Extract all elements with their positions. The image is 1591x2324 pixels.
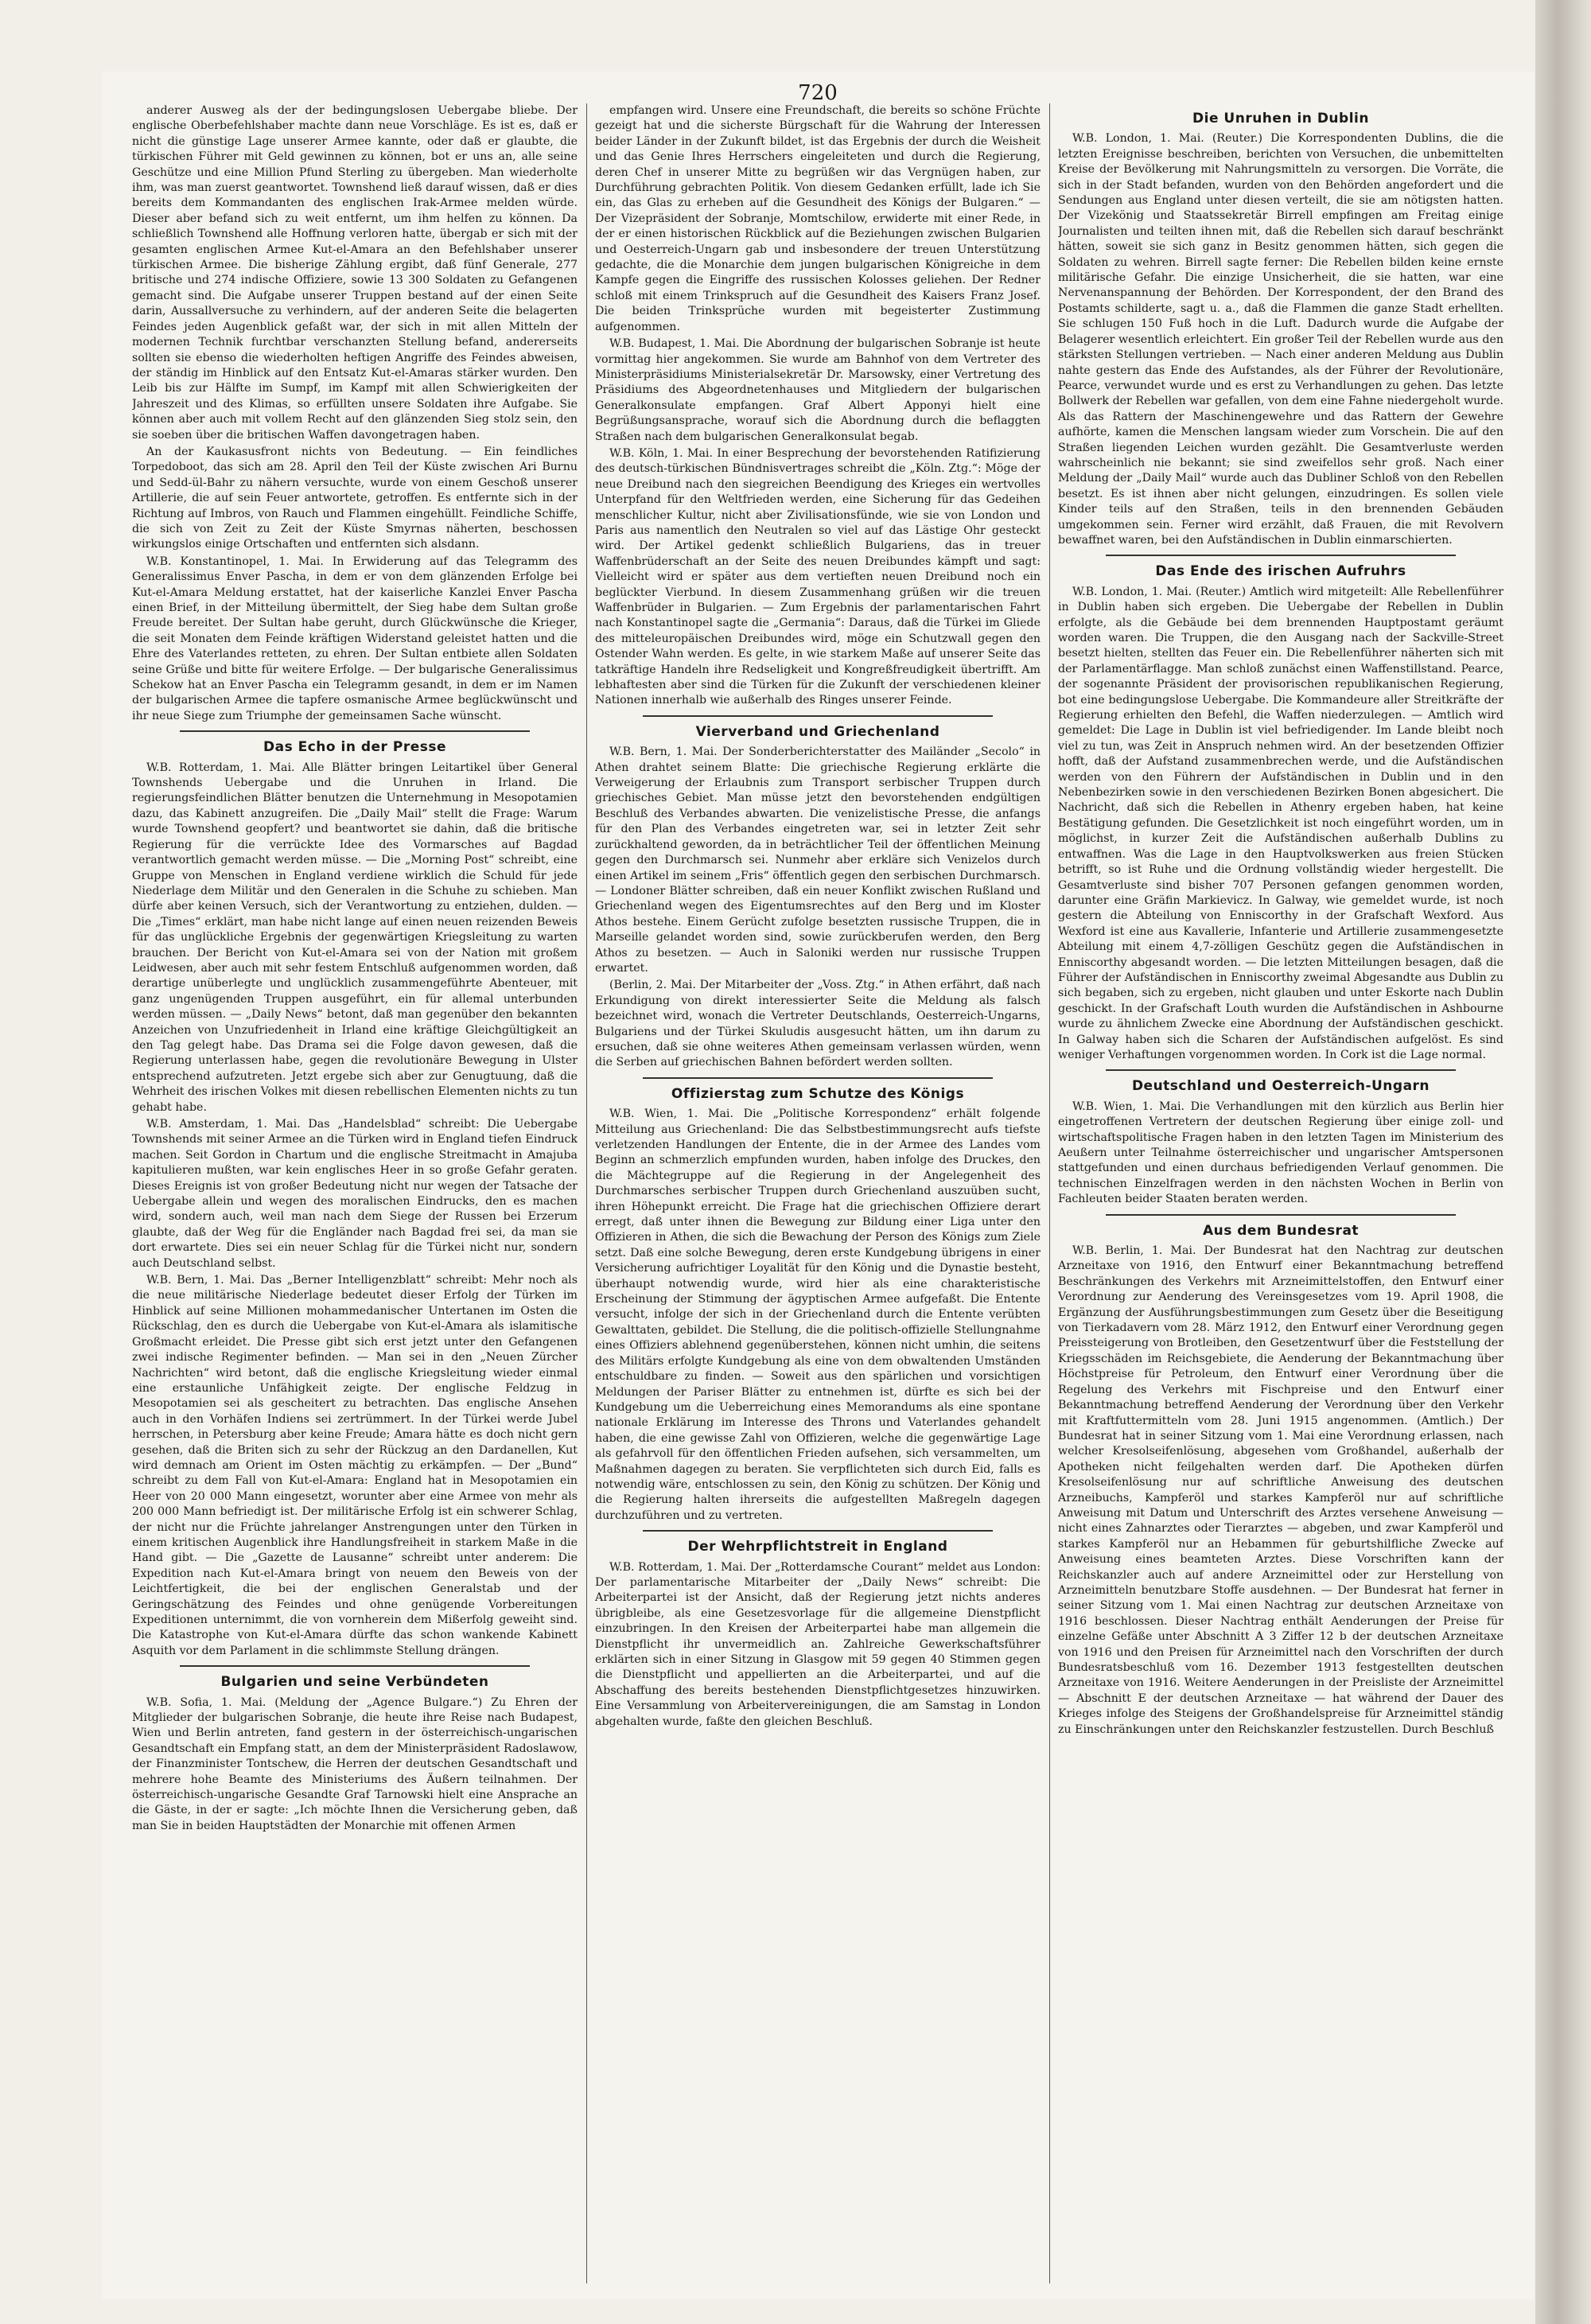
article-paragraph: W.B. Rotterdam, 1. Mai. Alle Blätter bringen Leitartikel über General Townshends Uebergabe und die Unruhen in Irland. Die regierungsfeindlichen Blätter benutzen die Unternehmung in Mesopotamien dazu, das Kabinett anzugreifen. Die „Daily Mail“ stellt die Frage: Warum wurde Townshend geopfert? und beantwortet sie dahin, daß die britische Regierung für die verrückte Idee des Vormarsches auf Bagdad verantwortlich gemacht werden müsse. — Die „Morning Post“ schreibt, eine Gruppe von Menschen in England verdiene wirklich die Schuld für jede Niederlage dem Militär und den Generalen in die Schuhe zu schieben. Man dürfe aber keinen Versuch, sich der Verantwortung zu entziehen, dulden. — Die „Times“ erklärt, man habe nicht lange auf einen neuen reizenden Beweis für das unglückliche Ergebnis der gegenwärtigen Kriegsleitung zu warten brauchen. Der Bericht von Kut-el-Amara sei von der Nation mit großem Leidwesen, aber auch mit sehr festem Entschluß aufgenommen worden, daß derartige unüberlegte und unglücklich zusammengeführte Abenteuer, mit ganz ungenügenden Truppen ausgeführt, ein für allemal unterbunden werden müssen. — „Daily News“ betont, daß man gegenüber den bekannten Anzeichen von Unzufriedenheit in Irland eine kräftige Gleichgültigkeit an den Tag gelegt habe. Das Drama sei die Folge davon gewesen, daß die Regierung unterlassen habe, gegen die revolutionäre Bewegung in Ulster entsprechend aufzutreten. Jetzt ergebe sich aber zur Genugtuung, daß die Wehrheit des irischen Volkes mit diesen rebellischen Elementen nichts zu tun gehabt habe. [132,761,578,1114]
article-paragraph: empfangen wird. Unsere eine Freundschaft, die bereits so schöne Früchte gezeigt hat und die sicherste Bürgschaft für die Wahrung der Interessen beider Länder in der Zukunft bildet, ist das Ergebnis der durch die Weisheit und das Genie Ihres Herrschers eingeleiteten und durch die Regierung, deren Chef in unserer Mitte zu begrüßen wir das Vergnügen haben, zur Durchführung gebrachten Politik. Von diesem Gedanken erfüllt, lade ich Sie ein, das Glas zu erheben auf die Gesundheit des Königs der Bulgaren.“ — Der Vizepräsident der Sobranje, Momtschilow, erwiderte mit einer Rede, in der er einen historischen Rückblick auf die Beziehungen zwischen Bulgarien und Oesterreich-Ungarn gab und insbesondere der treuen Unterstützung gedachte, die die Monarchie dem jungen bulgarischen Königreiche in dem Kampfe gegen die Eingriffe des russischen Kolosses geliehen. Der Redner schloß mit einem Trinkspruch auf die Gesundheit des Kaisers Franz Josef. Die beiden Trinksprüche wurden mit begeisterter Zustimmung aufgenommen. [595,104,1041,333]
article-paragraph: W.B. Rotterdam, 1. Mai. Der „Rotterdamsche Courant“ meldet aus London: Der parlamentarische Mitarbeiter der „Daily News“ schreibt: Die Arbeiterpartei ist der Ansicht, daß der Regierung jetzt nichts anderes übrigbleibe, als eine Gesetzesvorlage für die allgemeine Dienstpflicht einzubringen. In den Kreisen der Arbeiterpartei habe man allgemein die Dienstpflicht ihr unvermeidlich an. Zahlreiche Gewerkschaftsführer erklärten sich in einer Sitzung in Glasgow mit 59 gegen 40 Stimmen gegen die Dienstpflicht und appellierten an die Arbeiterpartei, und auf die Abschaffung des bereits bestehenden Dienstpflichtgesetzes hinzuwirken. Eine Versammlung von Arbeitervereinigungen, die am Samstag in London abgehalten wurde, faßte den gleichen Beschluß. [595,1560,1041,1728]
section-heading: Das Ende des irischen Aufruhrs [1155,563,1406,580]
section-heading: Aus dem Bundesrat [1202,1222,1360,1239]
section-rule [1106,1069,1456,1071]
section-rule [643,1530,993,1532]
article-paragraph: W.B. Sofia, 1. Mai. (Meldung der „Agence Bulgare.“) Zu Ehren der Mitglieder der bulgarischen Sobranje, die heute ihre Reise nach Budapest, Wien und Berlin antreten, fand gestern in der österreichisch-ungarischen Gesandtschaft ein Empfang statt, an dem der Ministerpräsident Radoslawow, der Finanzminister Tontschew, die Herren der deutschen Gesandtschaft und mehrere hohe Beamte des Ministeriums des Äußern teilnahmen. Der österreichisch-ungarische Gesandte Graf Tarnowski hielt eine Ansprache an die Gäste, in der er sagte: „Ich möchte Ihnen die Versicherung geben, daß man Sie in beiden Hauptstädten der Monarchie mit offenen Armen [132,1695,578,1832]
article-paragraph: W.B. Budapest, 1. Mai. Die Abordnung der bulgarischen Sobranje ist heute vormittag hier angekommen. Sie wurde am Bahnhof von dem Vertreter des Ministerpräsidiums Ministerialsekretär Dr. Marsowsky, einer Vertretung des Präsidiums des Abgeordnetenhauses und Mitgliedern der bulgarischen Generalkonsulate empfangen. Graf Albert Apponyi hielt eine Begrüßungsansprache, worauf sich die Abordnung durch die beflaggten Straßen nach dem bulgarischen Generalkonsulat begab. [595,337,1041,443]
column-1 [132,103,578,2283]
article-paragraph: W.B. Wien, 1. Mai. Die „Politische Korrespondenz“ erhält folgende Mitteilung aus Griechenland: Die das Selbstbestimmungsrecht aufs tiefste verletzenden Handlungen der Entente, die in der Armee des Landes vom Beginn an schmerzlich empfunden wurden, haben infolge des Druckes, den die Mächtegruppe auf die Regierung in der Angelegenheit des Durchmarsches serbischer Truppen durch Griechenland auszuüben sucht, ihren Höhepunkt erreicht. Die Frage hat die griechischen Offiziere derart erregt, daß unter ihnen die Bewegung zur Bildung einer Liga unter den Offizieren in Athen, die sich die Bewachung der Person des Königs zum Ziele setzt. Daß eine solche Bewegung, deren erste Kundgebung übrigens in einer Versicherung aufrichtiger Loyalität für den König und die Dynastie besteht, überhaupt notwendig wurde, wird hier als eine charakteristische Erscheinung der Stimmung der ägyptischen Armee aufgefaßt. Die Entente versucht, infolge der sich in der Griechenland durch die Entente verübten Gewalttaten, gebildet. Die Stellung, die die politisch-offizielle Stellungnahme eines Offiziers ablehnend gegenüberstehen, können nicht umhin, die seitens des Militärs erfolgte Kundgebung als eine von dem obwaltenden Umständen entschuldbare zu finden. — Soweit aus den spärlichen und vorsichtigen Meldungen der Pariser Blätter zu entnehmen ist, dürfte es sich bei der Kundgebung um die Ueberreichung eines Memorandums als eine spontane nationale Erklärung im Interesse des Throns und Vaterlandes gehandelt haben, die eine gewisse Zahl von Offizieren, welche die gegenwärtige Lage als gefahrvoll für den öffentlichen Frieden aufsehen, sich versammelten, um Maßnahmen dagegen zu beraten. Sie verpflichteten sich durch Eid, falls es notwendig wäre, entschlossen zu sein, den König zu schützen. Der König und die Regierung halten ihrerseits die aufgestellten Maßregeln dagegen durchzuführen und zu vertreten. [595,1108,1041,1522]
article-paragraph: W.B. Bern, 1. Mai. Der Sonderberichterstatter des Mailänder „Secolo“ in Athen drahtet seinem Blatte: Die griechische Regierung erklärte die Verweigerung der Erlaubnis zum Transport serbischer Truppen durch griechisches Gebiet. Man müsse jetzt den bevorstehenden endgültigen Beschluß des Verbandes abwarten. Die venizelistische Presse, die anfangs für den Plan des Verbandes eingetreten war, sei in letzter Zeit sehr zurückhaltend geworden, da in beträchtlicher Teil der öffentlichen Meinung gegen den Durchmarsch sei. Nunmehr aber erkläre sich Venizelos durch einen Artikel im seinem „Fris“ öffentlich gegen den serbischen Durchmarsch. — Londoner Blätter schreiben, daß ein neuer Konflikt zwischen Rußland und Griechenland wegen des Eigentumsrechtes auf den Berg und im Kloster Athos bestehe. Einem Gerücht zufolge besetzten russische Truppen, die in Marseille gelandet worden sind, sowie zurückberufen werden, den Berg Athos zu besetzen. — Auch in Saloniki werden nur russische Truppen erwartet. [595,745,1041,975]
section-rule [643,1077,993,1079]
section-rule [180,730,530,732]
column-divider [586,103,587,2283]
section-rule [1106,1214,1456,1216]
article-paragraph: W.B. London, 1. Mai. (Reuter.) Die Korrespondenten Dublins, die die letzten Ereignisse beschreiben, berichten von Versuchen, die unbemittelten Kreise der Bevölkerung mit Nahrungsmitteln zu versorgen. Die Vorräte, die sich in der Stadt befanden, wurden von den Behörden angefordert und die Sendungen aus England unter diesen verteilt, die sie am nötigsten hatten. Der Vizekönig und Staatssekretär Birrell empfingen am Freitag einige Journalisten und teilten ihnen mit, daß die Rebellen sich darauf beschränkt hätten, soweit sie sich ganz in Besitz genommen hätten, sich gegen die Soldaten zu wehren. Birrell sagte ferner: Die Rebellen bilden keine ernste militärische Gefahr. Die einzige Unsicherheit, die sie hatten, war eine Nervenanspannung der Behörden. Der Korrespondent, der den Brand des Postamts schilderte, sagt u. a., daß die Flammen die ganze Stadt erhellten. Sie schlugen 150 Fuß hoch in die Luft. Dadurch wurde die Aufgabe der Belagerer wesentlich erleichtert. Ein großer Teil der Rebellen wurde aus den stärksten Stellungen vertrieben. — Nach einer anderen Meldung aus Dublin nahte gestern das Ende des Aufstandes, als der Führer der Revolutionäre, Pearce, verwundet wurde und es erst zu Verhandlungen zu gehen. Das letzte Bollwerk der Rebellen war gefallen, von dem eine Fahne niedergeholt wurde. Als das Rattern der Maschinengewehre und das Rattern der Gewehre aufhörte, kamen die Menschen langsam wieder zum Vorschein. Die auf den Straßen liegenden Leichen wurden gezählt. Die Gesamtverluste werden wahrscheinlich nie bekannt; sie sind zweifellos sehr groß. Nach einer Meldung der „Daily Mail“ wurde auch das Dubliner Schloß von den Rebellen besetzt. Es ist ihnen aber nicht gelungen, einzudringen. Es sollen viele Kinder teils auf den Straßen, teils in den brennenden Gebäuden umgekommen sein. Ferner wird erzählt, daß Frauen, die mit Revolvern bewaffnet waren, bei den Aufständischen in Dublin einmarschierten. [1058,132,1503,547]
article-paragraph: W.B. Amsterdam, 1. Mai. Das „Handelsblad“ schreibt: Die Uebergabe Townshends mit seiner Armee an die Türken wird in England tiefen Eindruck machen. Seit Gordon in Chartum und die englische Streitmacht in Amajuba kapitulieren mußten, war kein englisches Heer in so große Gefahr geraten. Dieses Ereignis ist von großer Bedeutung nicht nur wegen der Tatsache der Uebergabe allein und wegen des moralischen Eindrucks, den es machen wird, sondern auch, weil man nach dem Siege der Russen bei Erzerum glaubte, daß der Weg für die Engländer nach Bagdad frei sei, da man sie dort erwartete. Dies sei ein neuer Schlag für die Türkei nicht nur, sondern auch Deutschland selbst. [132,1118,578,1270]
article-paragraph: W.B. Wien, 1. Mai. Die Verhandlungen mit den kürzlich aus Berlin hier eingetroffenen Vertretern der deutschen Regierung über einige zoll- und wirtschaftspolitische Fragen haben in den letzten Tagen im Ministerium des Aeußern unter Teilnahme österreichischer und ungarischer Amtspersonen stattgefunden und einen durchaus befriedigenden Verlauf genommen. Die technischen Einzelfragen werden in den nächsten Wochen in Berlin von Fachleuten beider Staaten beraten werden. [1058,1100,1503,1206]
section-rule [180,1665,530,1667]
page-number: 720 [798,81,838,105]
article-paragraph: W.B. Berlin, 1. Mai. Der Bundesrat hat den Nachtrag zur deutschen Arzneitaxe von 1916, den Entwurf einer Bekanntmachung betreffend Beschränkungen des Verkehrs mit Arzneimittelstoffen, den Entwurf einer Verordnung zur Aenderung des Vereinsgesetzes vom 19. April 1908, die Ergänzung der Ausführungsbestimmungen zum Gesetz über die Beseitigung von Tierkadavern vom 28. März 1912, den Entwurf einer Verordnung gegen Preissteigerung von Brotleiben, den Gesetzentwurf über die Feststellung der Kriegsschäden im Reichsgebiete, die Aenderung der Bekanntmachung über Höchstpreise für Petroleum, den Entwurf einer Verordnung über die Regelung des Verkehrs mit Fischpreise und den Entwurf einer Bekanntmachung betreffend Aenderung der Verordnung über den Verkehr mit Kraftfuttermitteln vom 28. Juni 1915 angenommen. (Amtlich.) Der Bundesrat hat in seiner Sitzung vom 1. Mai eine Verordnung erlassen, nach welcher Kresolseifenlösung, abgesehen vom Großhandel, außerhalb der Apotheken nicht feilgehalten werden darf. Die Apotheken dürfen Kresolseifenlösung nur auf schriftliche Anweisung des deutschen Arzneibuchs, Kampferöl und starkes Kampferöl nur auf schriftliche Anweisung mit Datum und Unterschrift des Arztes versehene Anweisung — nicht eines Zahnarztes oder Tierarztes — abgeben, und zwar Kampferöl und starkes Kampferöl nur an Hebammen für geburtshilfliche Zwecke auf Anweisung eines beamteten Arztes. Diese Vorschriften kann der Reichskanzler auch auf andere Arzneimittel oder zur Herstellung von Arzneimitteln benutzbare Stoffe ausdehnen. — Der Bundesrat hat ferner in seiner Sitzung vom 1. Mai einen Nachtrag zur deutschen Arzneitaxe von 1916 beschlossen. Dieser Nachtrag enthält Aenderungen der Preise für einzelne Gefäße unter Abschnitt A 3 Ziffer 12 b der deutschen Arzneitaxe von 1916 und den Preisen für Arzneimittel nach den Vorschriften der durch Bundesratsbeschluß vom 16. Dezember 1913 festgestellten deutschen Arzneitaxe von 1916. Weitere Aenderungen in der Preisliste der Arzneimittel — Abschnitt E der deutschen Arzneitaxe — hat während der Dauer des Krieges infolge des Steigens der Großhandelspreise für Arzneimittel ständig zu Einschränkungen unter den Reichskanzler festzustellen. Durch Beschluß [1058,1244,1503,1736]
article-paragraph: anderer Ausweg als der der bedingungslosen Uebergabe bliebe. Der englische Oberbefehlshaber machte dann neue Vorschläge. Es ist es, daß er nicht die günstige Lage unserer Armee kannte, oder daß er glaubte, die türkischen Führer mit Geld gewinnen zu können, bot er uns an, alle seine Geschütze und eine Million Pfund Sterling zu übergeben. Man wiederholte ihm, was man zuerst geantwortet. Townshend ließ darauf wissen, daß er dies bereits dem Kommandanten des englischen Irak-Armee melden würde. Dieser aber befand sich zu weit entfernt, um ihm helfen zu können. Da schließlich Townshend alle Hoffnung verloren hatte, übergab er sich mit der gesamten englischen Armee Kut-el-Amara an den Befehlshaber unserer türkischen Armee. Die bisherige Zählung ergibt, daß fünf Generale, 277 britische und 274 indische Offiziere, sowie 13 300 Soldaten zu Gefangenen gemacht sind. Die Aufgabe unserer Truppen bestand auf der einen Seite darin, Aussallversuche zu verhindern, auf der anderen Seite die belagerten Feindes jeden Augenblick gefaßt war, der sich in mit allen Mitteln der modernen Technik furchtbar verschanzten Stellung befand, andererseits sollten sie ebenso die wiederholten heftigen Angriffe des Feindes abweisen, der ständig im Hinblick auf den Entsatz Kut-el-Amaras stärker wurden. Den Leib bis zur Hälfte im Sumpf, im Kampf mit allen Schwierigkeiten der Jahreszeit und des Klimas, so erfüllten unsere Soldaten ihre Aufgabe. Sie können aber auch mit vollem Recht auf den glänzenden Sieg stolz sein, den sie soeben über die britischen Waffen davongetragen haben. [132,104,578,442]
article-paragraph: W.B. Köln, 1. Mai. In einer Besprechung der bevorstehenden Ratifizierung des deutsch-türkischen Bündnisvertrages schreibt die „Köln. Ztg.“: Möge der neue Dreibund nach den siegreichen Beendigung des Krieges ein wertvolles Unterpfand für den Weltfrieden werden, eine Sicherung für das Gedeihen menschlicher Kultur, nicht aber Zivilisationsfünde, wie sie von London und Paris aus namentlich den Neutralen so viel auf das Lästige Ohr gesteckt wird. Der Artikel gedenkt schließlich Bulgariens, das in treuer Waffenbrüderschaft an der Seite des neuen Dreibundes kämpft und sagt: Vielleicht wird er später aus dem vertieften neuen Dreibund noch ein beglückter Vierbund. In diesem Zusammenhang grüßen wir die treuen Waffenbrüder in Bulgarien. — Zum Ergebnis der parlamentarischen Fahrt nach Konstantinopel sagte die „Germania“: Daraus, daß die Türkei im Gliede des mitteleuropäischen Dreibundes wird, möge ein Schutzwall gegen den Ostender Wahn werden. Es gelte, in wie starkem Maße auf unserer Seite das tatkräftige Handeln ihre Redseligkeit und Kongreßfreudigkeit übertrifft. Am lebhaftesten aber sind die Türken für die Zukunft der verschiedenen kleiner Nationen innerhalb wie außerhalb des Ringes unserer Feinde. [595,446,1041,707]
page-edge-shadow [1535,0,1591,2324]
section-heading: Der Wehrpflichtstreit in England [687,1539,948,1555]
section-rule [643,715,993,717]
section-heading: Vierverband und Griechenland [695,723,940,740]
section-heading: Offizierstag zum Schutze des Königs [671,1085,965,1102]
section-heading: Das Echo in der Presse [263,739,446,756]
article-paragraph: W.B. Konstantinopel, 1. Mai. In Erwiderung auf das Telegramm des Generalissimus Enver Pascha, in dem er von dem glänzenden Erfolge bei Kut-el-Amara Meldung erstattet, hat der kaiserliche Kanzlei Enver Pascha einen Brief, in der Mitteilung übermittelt, der Sieg habe dem Sultan große Freude bereitet. Der Sultan habe geruht, durch Glückwünsche die Krieger, die seit Monaten dem Feinde kräftigen Widerstand geleistet hatten und die Ehre des Vaterlandes retteten, zu ehren. Der Sultan entbiete allen Soldaten seine Grüße und bitte für weitere Erfolge. — Der bulgarische Generalissimus Schekow hat an Enver Pascha ein Telegramm gesandt, in dem er im Namen der bulgarischen Armee die tapfere osmanische Armee beglückwünscht und ihr neue Siege zum Triumphe der gemeinsamen Sache wünscht. [132,555,578,722]
newspaper-page [102,72,1534,2299]
column-divider [1049,103,1050,2283]
section-rule [1106,555,1456,556]
article-paragraph: W.B. London, 1. Mai. (Reuter.) Amtlich wird mitgeteilt: Alle Rebellenführer in Dublin haben sich ergeben. Die Uebergabe der Rebellen in Dublin erfolgte, als die Gebäude bei dem brennenden Hauptpostamt geräumt worden waren. Die Truppen, die den Ausgang nach der Sackville-Street besetzt hielten, stellten das Feuer ein. Die Rebellenführer näherten sich mit der Parlamentärflagge. Man schloß zunächst einen Waffenstillstand. Pearce, der sogenannte Präsident der provisorischen republikanischen Regierung, bot eine bedingungslose Uebergabe. Die Kommandeure aller Streitkräfte der Regierung erhielten den Befehl, die Waffen niederzulegen. — Amtlich wird gemeldet: Die Lage in Dublin ist viel befriedigender. Im Lande bleibt noch viel zu tun, was Zeit in Anspruch nehmen wird. An der besetzenden Offizier hofft, daß der Aufstand zusammenbrechen werde, und die Aufständischen werden von den Führern der Aufständischen in Dublin und in den Nebenbezirken sowie in den verschiedenen Bezirken Bonen abgesichert. Die Nachricht, daß sich die Rebellen in Athenry ergeben haben, hat keine Bestätigung gefunden. Die Gesetzlichkeit ist noch eingeführt worden, um in möglichst, in kurzer Zeit die Aufständischen außerhalb Dublins zu entwaffnen. Was die Lage in den Hauptvolkswerken aus freien Stücken betrifft, so ist Ruhe und die Ordnung vollständig wieder hergestellt. Die Gesamtverluste sind bisher 707 Personen gefangen genommen worden, darunter eine Gräfin Markievicz. In Galway, wie gemeldet wurde, ist noch gestern die Abteilung von Enniscorthy in der Grafschaft Wexford. Aus Wexford ist eine aus Kavallerie, Infanterie und Artillerie zusammengesetzte Abteilung mit einem 4,7-zölligen Geschütz gegen die Aufständischen in Enniscorthy abgesandt worden. — Die letzten Mitteilungen besagen, daß die Führer der Aufständischen in Enniscorthy zweimal Abgesandte aus Dublin zu sich begaben, sich zu ergeben, nicht glauben und unter Eskorte nach Dublin geschickt. In der Grafschaft Louth wurden die Aufständischen in Ashbourne wurde zu ähnlichem Zwecke eine Abordnung der Aufständischen geschickt. In Galway haben sich die Scharen der Aufständischen aufgelöst. Es sind weniger Verhaftungen vorgenommen worden. In Cork ist die Lage normal. [1058,585,1503,1061]
column-2 [595,103,1041,2283]
column-3 [1058,103,1503,2283]
article-paragraph: W.B. Bern, 1. Mai. Das „Berner Intelligenzblatt“ schreibt: Mehr noch als die neue militärische Niederlage bedeutet dieser Erfolg der Türken im Hinblick auf seine Millionen mohammedanischer Untertanen im Osten die Rückschlag, den es durch die Uebergabe von Kut-el-Amara als islamitische Großmacht erleidet. Die Presse gibt sich erst jetzt unter den Gefangenen zwei indische Regimenter befinden. — Man sei in den „Neuen Zürcher Nachrichten“ wird betont, daß die englische Kriegsleitung wieder einmal eine erstaunliche Unfähigkeit zeigte. Der englische Feldzug in Mesopotamien sei als gescheitert zu betrachten. Das englische Ansehen auch in den Vorhäfen Indiens sei zertrümmert. In der Türkei werde Jubel herrschen, in Petersburg aber keine Freude; Amara hätte es doch nicht gern gesehen, daß die Briten sich zu sehr der Rückzug an den Dardanellen, Kut wird demnach am Orient im Osten mächtig zu erkämpfen. — Der „Bund“ schreibt zu dem Fall von Kut-el-Amara: England hat in Mesopotamien ein Heer von 20 000 Mann eingesetzt, worunter aber eine Armee von mehr als 200 000 Mann befriedigt ist. Der militärische Erfolg ist ein schwerer Schlag, der nicht nur die Früchte jahrelanger Anstrengungen unter den Türken in einem kritischen Augenblick ihre Handlungsfreiheit in starkem Maße in die Hand gibt. — Die „Gazette de Lausanne“ schreibt unter anderem: Die Expedition nach Kut-el-Amara bringt von neuem den Beweis von der Leichtfertigkeit, die bei der englischen Generalstab und der Geringschätzung des Feindes und ohne genügende Vorbereitungen Expeditionen unternimmt, die von vornherein dem Mißerfolg geweiht sind. Die Katastrophe von Kut-el-Amara dürfte das schon wankende Kabinett Asquith vor dem Parlament in die schlimmste Stellung drängen. [132,1274,578,1657]
section-heading: Bulgarien und seine Verbündeten [220,1674,489,1691]
section-heading: Die Unruhen in Dublin [1192,111,1369,127]
section-heading: Deutschland und Oesterreich-Ungarn [1131,1078,1430,1095]
article-paragraph: (Berlin, 2. Mai. Der Mitarbeiter der „Voss. Ztg.“ in Athen erfährt, daß nach Erkundigung von direkt interessierter Seite die Meldung als falsch bezeichnet wird, wonach die Vertreter Deutschlands, Oesterreich-Ungarns, Bulgariens und der Türkei Skuludis ausgesucht hätten, um ihn darum zu ersuchen, daß sie ohne weiteres Athen gemeinsam verlassen würden, wenn die Serben auf griechischen Bahnen befördert werden sollten. [595,979,1041,1069]
article-paragraph: An der Kaukasusfront nichts von Bedeutung. — Ein feindliches Torpedoboot, das sich am 28. April den Teil der Küste zwischen Ari Burnu und Sedd-ül-Bahr zu nähern versuchte, wurde von einem Geschoß unserer Artillerie, die auf sein Feuer antwortete, getroffen. Es entfernte sich in der Richtung auf Imbros, von Rauch und Flammen eingehüllt. Feindliche Schiffe, die sich von Zeit zu Zeit der Küste Smyrnas näherten, beschossen wirkungslos einige Ortschaften und entfernten sich alsdann. [132,445,578,551]
